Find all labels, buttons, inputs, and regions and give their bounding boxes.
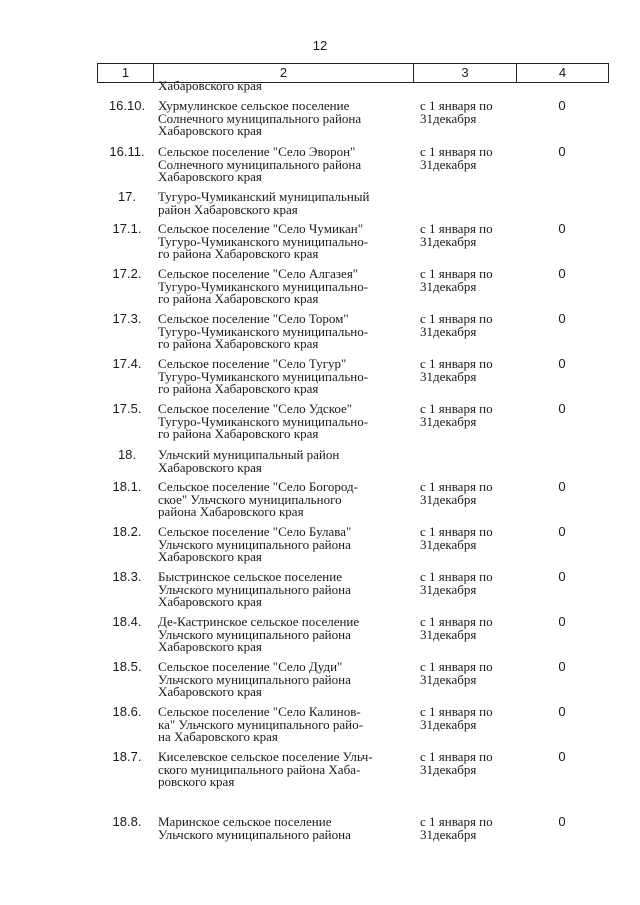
value: 0 bbox=[558, 221, 566, 236]
value: 0 bbox=[558, 401, 566, 416]
period: с 1 января по 31декабря bbox=[420, 356, 493, 384]
row-number: 18.6. bbox=[112, 704, 142, 719]
settlement-name: Де-Кастринское сельское поселение Ульчского муниципального района Хабаровского края bbox=[158, 614, 360, 654]
period: с 1 января по 31декабря bbox=[420, 814, 493, 842]
value: 0 bbox=[558, 266, 566, 281]
value: 0 bbox=[558, 614, 566, 629]
period: с 1 января по 31декабря bbox=[420, 98, 493, 126]
period: с 1 января по 31декабря bbox=[420, 614, 493, 642]
settlement-name: Сельское поселение "Село Дуди" Ульчского муниципального района Хабаровского края bbox=[158, 659, 351, 699]
settlement-name: Тугуро-Чумиканский муниципальный район Хабаровского края bbox=[158, 189, 370, 217]
row-number: 16.11. bbox=[109, 144, 145, 159]
value: 0 bbox=[558, 356, 566, 371]
settlement-name: Сельское поселение "Село Булава" Ульчского муниципального района Хабаровского края bbox=[158, 524, 352, 564]
period: с 1 января по 31декабря bbox=[420, 749, 493, 777]
settlement-name: Сельское поселение "Село Калинов- ка" Ульчского муниципального райо- на Хабаровского края bbox=[158, 704, 363, 744]
row-number: 17.2. bbox=[112, 266, 142, 281]
period: с 1 января по 31декабря bbox=[420, 266, 493, 294]
settlement-name: Маринское сельское поселение Ульчского муниципального района bbox=[158, 814, 351, 842]
settlement-name: Хурмулинское сельское поселение Солнечного муниципального района Хабаровского края bbox=[158, 98, 362, 138]
period: с 1 января по 31декабря bbox=[420, 569, 493, 597]
row-number: 17.5. bbox=[112, 401, 142, 416]
page-number: 12 bbox=[312, 38, 328, 53]
settlement-name: Сельское поселение "Село Удское" Тугуро-Чумиканского муниципально- го района Хабаровского края bbox=[158, 401, 369, 441]
column-header-4: 4 bbox=[516, 64, 609, 82]
column-header-1: 1 bbox=[97, 64, 153, 82]
settlement-name: Сельское поселение "Село Богород- ское" Ульчского муниципального района Хабаровского края bbox=[158, 479, 358, 519]
period: с 1 января по 31декабря bbox=[420, 659, 493, 687]
period: с 1 января по 31декабря bbox=[420, 479, 493, 507]
value: 0 bbox=[558, 311, 566, 326]
row-number: 16.10. bbox=[108, 98, 146, 113]
settlement-name: Быстринское сельское поселение Ульчского муниципального района Хабаровского края bbox=[158, 569, 351, 609]
row-number: 17.3. bbox=[112, 311, 142, 326]
row-number: 18.8. bbox=[112, 814, 142, 829]
row-number: 17. bbox=[117, 189, 137, 204]
period: с 1 января по 31декабря bbox=[420, 311, 493, 339]
row-number: 18.1. bbox=[112, 479, 142, 494]
period: с 1 января по 31декабря bbox=[420, 401, 493, 429]
value: 0 bbox=[558, 659, 566, 674]
settlement-name: Сельское поселение "Село Алгазея" Тугуро-Чумиканского муниципально- го района Хабаровского края bbox=[158, 266, 369, 306]
period: с 1 января по 31декабря bbox=[420, 221, 493, 249]
settlement-name: Сельское поселение "Село Тором" Тугуро-Чумиканского муниципально- го района Хабаровского края bbox=[158, 311, 369, 351]
settlement-name: Сельское поселение "Село Тугур" Тугуро-Чумиканского муниципально- го района Хабаровского края bbox=[158, 356, 369, 396]
row-number: 18.4. bbox=[112, 614, 142, 629]
column-header-2: 2 bbox=[153, 64, 413, 82]
row-number: 17.1. bbox=[112, 221, 142, 236]
value: 0 bbox=[558, 814, 566, 829]
settlement-name: Сельское поселение "Село Чумикан" Тугуро-Чумиканского муниципально- го района Хабаровского края bbox=[158, 221, 369, 261]
period: с 1 января по 31декабря bbox=[420, 704, 493, 732]
row-number: 18.3. bbox=[112, 569, 142, 584]
value: 0 bbox=[558, 144, 566, 159]
period: с 1 января по 31декабря bbox=[420, 524, 493, 552]
settlement-name: Сельское поселение "Село Эворон" Солнечного муниципального района Хабаровского края bbox=[158, 144, 362, 184]
row-number: 18. bbox=[117, 447, 137, 462]
row-number: 17.4. bbox=[112, 356, 142, 371]
value: 0 bbox=[558, 569, 566, 584]
settlement-name: Киселевское сельское поселение Ульч- ского муниципального района Хаба- ровского края bbox=[158, 749, 373, 789]
value: 0 bbox=[558, 704, 566, 719]
value: 0 bbox=[558, 479, 566, 494]
row-number: 18.7. bbox=[112, 749, 142, 764]
value: 0 bbox=[558, 749, 566, 764]
value: 0 bbox=[558, 98, 566, 113]
settlement-name: Ульчский муниципальный район Хабаровского края bbox=[158, 447, 340, 475]
column-header-3: 3 bbox=[413, 64, 516, 82]
row-number: 18.5. bbox=[112, 659, 142, 674]
continuation-text: Хабаровского края bbox=[158, 78, 262, 93]
value: 0 bbox=[558, 524, 566, 539]
row-number: 18.2. bbox=[112, 524, 142, 539]
period: с 1 января по 31декабря bbox=[420, 144, 493, 172]
